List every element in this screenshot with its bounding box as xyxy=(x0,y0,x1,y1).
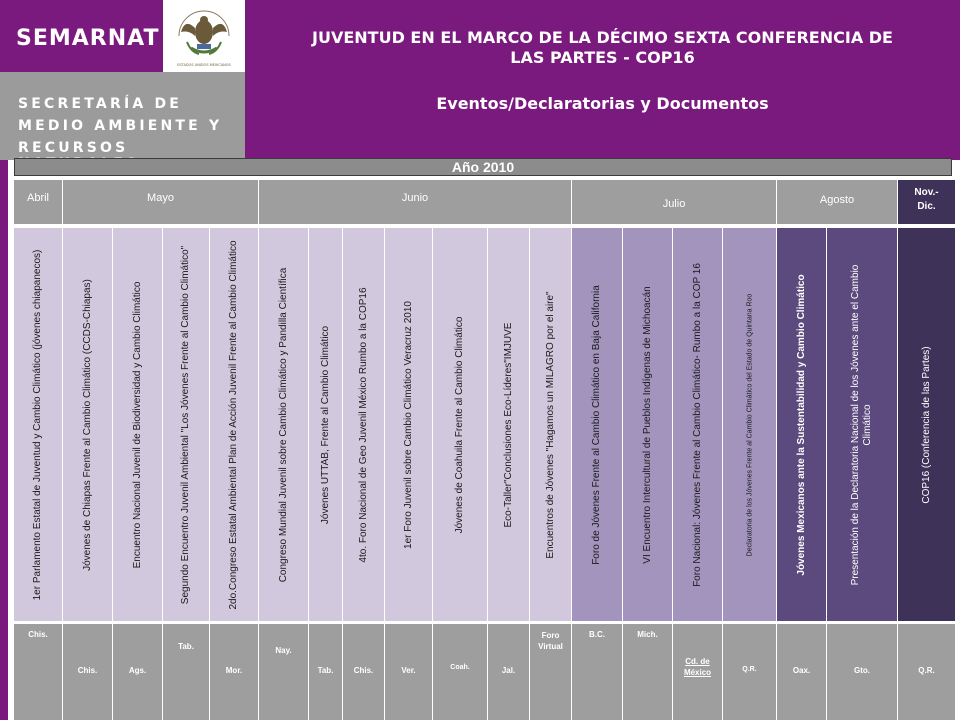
location-cell xyxy=(827,624,898,720)
event-column xyxy=(827,228,898,621)
location-cell xyxy=(210,624,259,720)
event-column xyxy=(63,228,113,621)
left-accent-strip xyxy=(0,160,8,720)
location-label: Gto. xyxy=(854,666,870,675)
location-label: Ver. xyxy=(401,666,416,675)
location-label: Coah. xyxy=(450,664,470,671)
location-cell xyxy=(259,624,309,720)
mexico-seal xyxy=(163,0,245,72)
location-cell xyxy=(530,624,572,720)
location-label: Jal. xyxy=(501,666,516,675)
event-column xyxy=(433,228,488,621)
event-column xyxy=(723,228,777,621)
month-agosto xyxy=(777,180,898,224)
secretaria-line-3: RECURSOS xyxy=(18,140,129,156)
month-label: Mayo xyxy=(147,192,174,204)
event-column xyxy=(488,228,530,621)
event-column xyxy=(673,228,723,621)
location-label: Q.R. xyxy=(742,666,757,673)
event-title: COP16 (Conferencia de las Partes) xyxy=(920,345,932,504)
semarnat-logo: SEMARNAT xyxy=(16,26,160,51)
location-cell xyxy=(113,624,163,720)
location-cell xyxy=(385,624,433,720)
month-nov-dic xyxy=(898,180,956,224)
location-label: Chis. xyxy=(28,630,48,639)
location-cell xyxy=(777,624,827,720)
event-column xyxy=(572,228,623,621)
event-title: Encuentros de Jóvenes "Hagamos un MILAGRO por el aire" xyxy=(544,290,556,559)
location-label: Nay. xyxy=(275,646,292,655)
event-title: 4to. Foro Nacional de Geo Juvenil México Rumbo a la COP16 xyxy=(357,286,369,563)
location-cell xyxy=(309,624,343,720)
location-cell xyxy=(673,624,723,720)
event-column xyxy=(14,228,63,621)
location-cell xyxy=(572,624,623,720)
month-label: Julio xyxy=(662,198,686,210)
location-cell xyxy=(723,624,777,720)
secretaria-line-2: MEDIO AMBIENTE Y xyxy=(18,118,223,134)
location-label: Cd. de México xyxy=(683,657,712,677)
event-title: Congreso Mundial Juvenil sobre Cambio Climático y Pandilla Científica xyxy=(277,267,289,582)
event-column xyxy=(343,228,385,621)
location-label: Tab. xyxy=(178,642,194,651)
event-title: Foro de Jóvenes Frente al Cambio Climático en Baja California xyxy=(591,284,602,565)
location-cell xyxy=(163,624,210,720)
page-title-line-1: JUVENTUD EN EL MARCO DE LA DÉCIMO SEXTA CONFERENCIA DE xyxy=(312,28,893,47)
seal-legend: ESTADOS UNIDOS MEXICANOS xyxy=(177,63,231,67)
event-column xyxy=(259,228,309,621)
event-title: Declaratoria de los Jóvenes Frente al Cambio Climático del Estado de Quintana Roo xyxy=(746,293,753,556)
event-column xyxy=(777,228,827,621)
location-cell xyxy=(488,624,530,720)
location-label: Ags. xyxy=(128,666,147,675)
year-bar: Año 2010 xyxy=(14,158,952,176)
month-label: Agosto xyxy=(819,194,855,206)
event-title: Encuentro Nacional Juvenil de Biodiversidad y Cambio Climático xyxy=(131,281,143,568)
title-panel xyxy=(245,0,960,160)
location-label: Mich. xyxy=(637,630,658,639)
eagle-seal-icon xyxy=(171,2,237,70)
location-label: Foro Virtual xyxy=(538,631,563,651)
page-title-line-2: LAS PARTES - COP16 xyxy=(510,48,695,67)
event-title: Segundo Encuentro Juvenil Ambiental "Los Jóvenes Frente al Cambio Climático" xyxy=(180,245,191,604)
event-column xyxy=(898,228,956,621)
month-label: Nov.- Dic. xyxy=(914,187,939,212)
location-cell xyxy=(898,624,956,720)
event-title: VI Encuentro Intercultural de Pueblos Indígenas de Michoacán xyxy=(641,285,653,564)
event-column xyxy=(113,228,163,621)
event-title: Jóvenes UTTAB, Frente al Cambio Climático xyxy=(319,325,331,524)
event-column xyxy=(385,228,433,621)
month-abril xyxy=(14,180,63,224)
page-title xyxy=(265,28,940,68)
month-label: Junio xyxy=(401,192,429,204)
location-cell xyxy=(343,624,385,720)
month-julio xyxy=(572,180,777,224)
location-label: Tab. xyxy=(317,666,334,675)
event-title: 2do.Congreso Estatal Ambiental Plan de Acción Juvenil Frente al Cambio Climático xyxy=(228,239,239,610)
month-junio xyxy=(259,180,572,224)
location-label: Chis. xyxy=(77,666,98,675)
event-title: Jóvenes de Chiapas Frente al Cambio Climático (CCDS-Chiapas) xyxy=(81,278,93,571)
month-label: Abril xyxy=(26,192,49,204)
event-column xyxy=(309,228,343,621)
location-cell xyxy=(623,624,673,720)
month-mayo xyxy=(63,180,259,224)
event-title: Foro Nacional: Jóvenes Frente al Cambio Climático- Rumbo a la COP 16 xyxy=(691,262,703,587)
event-title: Jóvenes Mexicanos ante la Sustentabilidad y Cambio Climático xyxy=(795,273,807,576)
event-column xyxy=(530,228,572,621)
location-cell xyxy=(14,624,63,720)
location-label: Mor. xyxy=(225,666,243,675)
location-cell xyxy=(433,624,488,720)
location-cell xyxy=(63,624,113,720)
event-column xyxy=(163,228,210,621)
event-column xyxy=(623,228,673,621)
event-column xyxy=(210,228,259,621)
event-title: Presentación de la Declaratoria Nacional de los Jóvenes ante el Cambio Climático xyxy=(850,264,873,585)
event-title: Eco-Taller"Conclusiones Eco-Líderes"IMJUVE xyxy=(502,322,514,527)
location-label: Oax. xyxy=(792,666,811,675)
secretaria-line-1: SECRETARÍA DE xyxy=(18,96,183,112)
location-label: Chis. xyxy=(353,666,374,675)
secretaria-panel xyxy=(0,72,245,160)
event-title: Jóvenes de Coahuila Frente al Cambio Climático xyxy=(454,316,465,533)
event-title: 1er Parlamento Estatal de Juventud y Cambio Climático (jóvenes chiapanecos) xyxy=(32,249,43,600)
page-subtitle: Eventos/Declaratorias y Documentos xyxy=(436,94,769,113)
location-label: B.C. xyxy=(589,630,605,639)
location-label: Q.R. xyxy=(918,666,935,675)
event-title: 1er Foro Juvenil sobre Cambio Climático Veracruz 2010 xyxy=(402,300,414,549)
